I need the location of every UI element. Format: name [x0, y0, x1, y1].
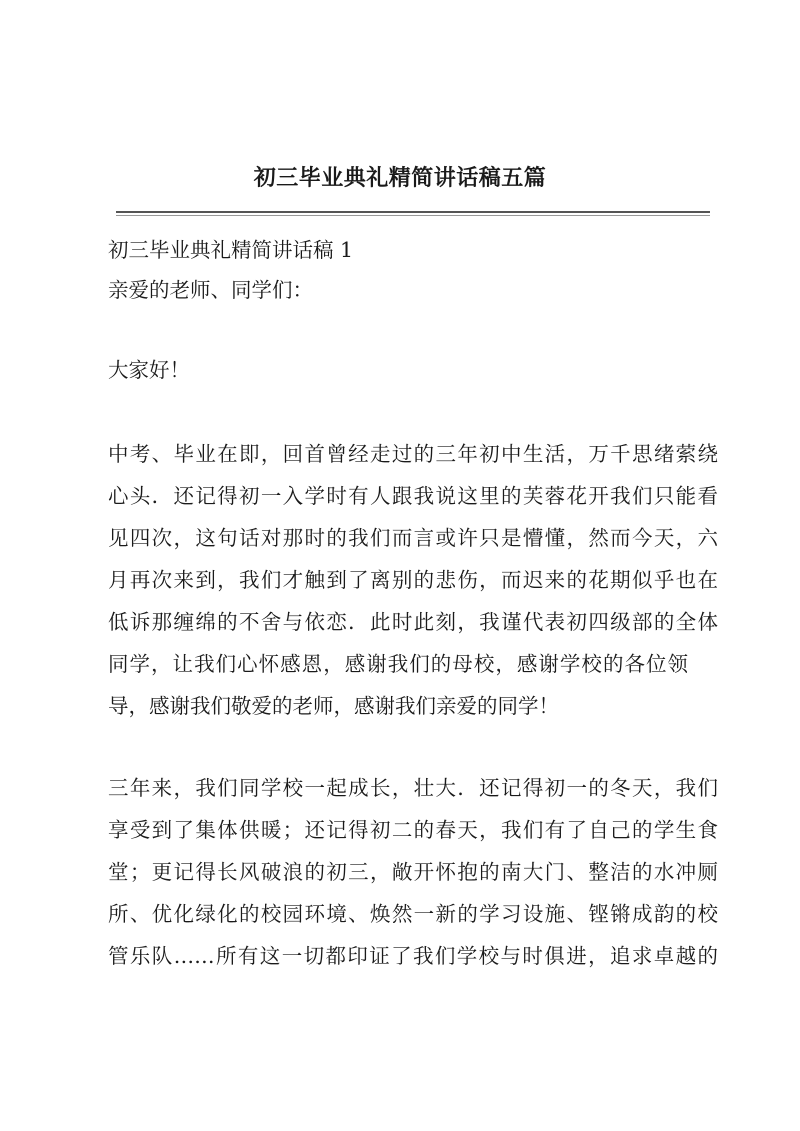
paragraph-line: 月再次来到，我们才触到了离别的悲伤，而迟来的花期似乎也在	[108, 568, 718, 592]
title-divider-thin	[116, 215, 710, 216]
paragraph-line: 中考、毕业在即，回首曾经走过的三年初中生活，万千思绪萦绕	[108, 442, 718, 466]
section-heading: 初三毕业典礼精简讲话稿 1	[108, 238, 354, 262]
paragraph-line: 心头．还记得初一入学时有人跟我说这里的芙蓉花开我们只能看	[108, 484, 718, 508]
paragraph-line: 管乐队……所有这一切都印证了我们学校与时俱进，追求卓越的	[108, 944, 718, 968]
document-title: 初三毕业典礼精简讲话稿五篇	[253, 165, 547, 191]
paragraph-line: 享受到了集体供暖；还记得初二的春天，我们有了自己的学生食	[108, 818, 718, 842]
greeting: 大家好！	[108, 358, 190, 382]
paragraph-line: 堂；更记得长风破浪的初三，敞开怀抱的南大门、整洁的水冲厕	[108, 860, 718, 884]
paragraph-line: 同学，让我们心怀感恩，感谢我们的母校，感谢学校的各位领	[108, 652, 688, 676]
salutation: 亲爱的老师、同学们：	[108, 278, 313, 302]
paragraph-line: 见四次，这句话对那时的我们而言或许只是懵懂，然而今天，六	[108, 526, 718, 550]
paragraph-line: 所、优化绿化的校园环境、焕然一新的学习设施、铿锵成韵的校	[108, 902, 718, 926]
paragraph-line: 导，感谢我们敬爱的老师，感谢我们亲爱的同学！	[108, 694, 559, 718]
paragraph-line: 三年来，我们同学校一起成长，壮大．还记得初一的冬天，我们	[108, 776, 718, 800]
paragraph-line: 低诉那缠绵的不舍与依恋．此时此刻，我谨代表初四级部的全体	[108, 610, 718, 634]
title-divider	[116, 211, 710, 213]
